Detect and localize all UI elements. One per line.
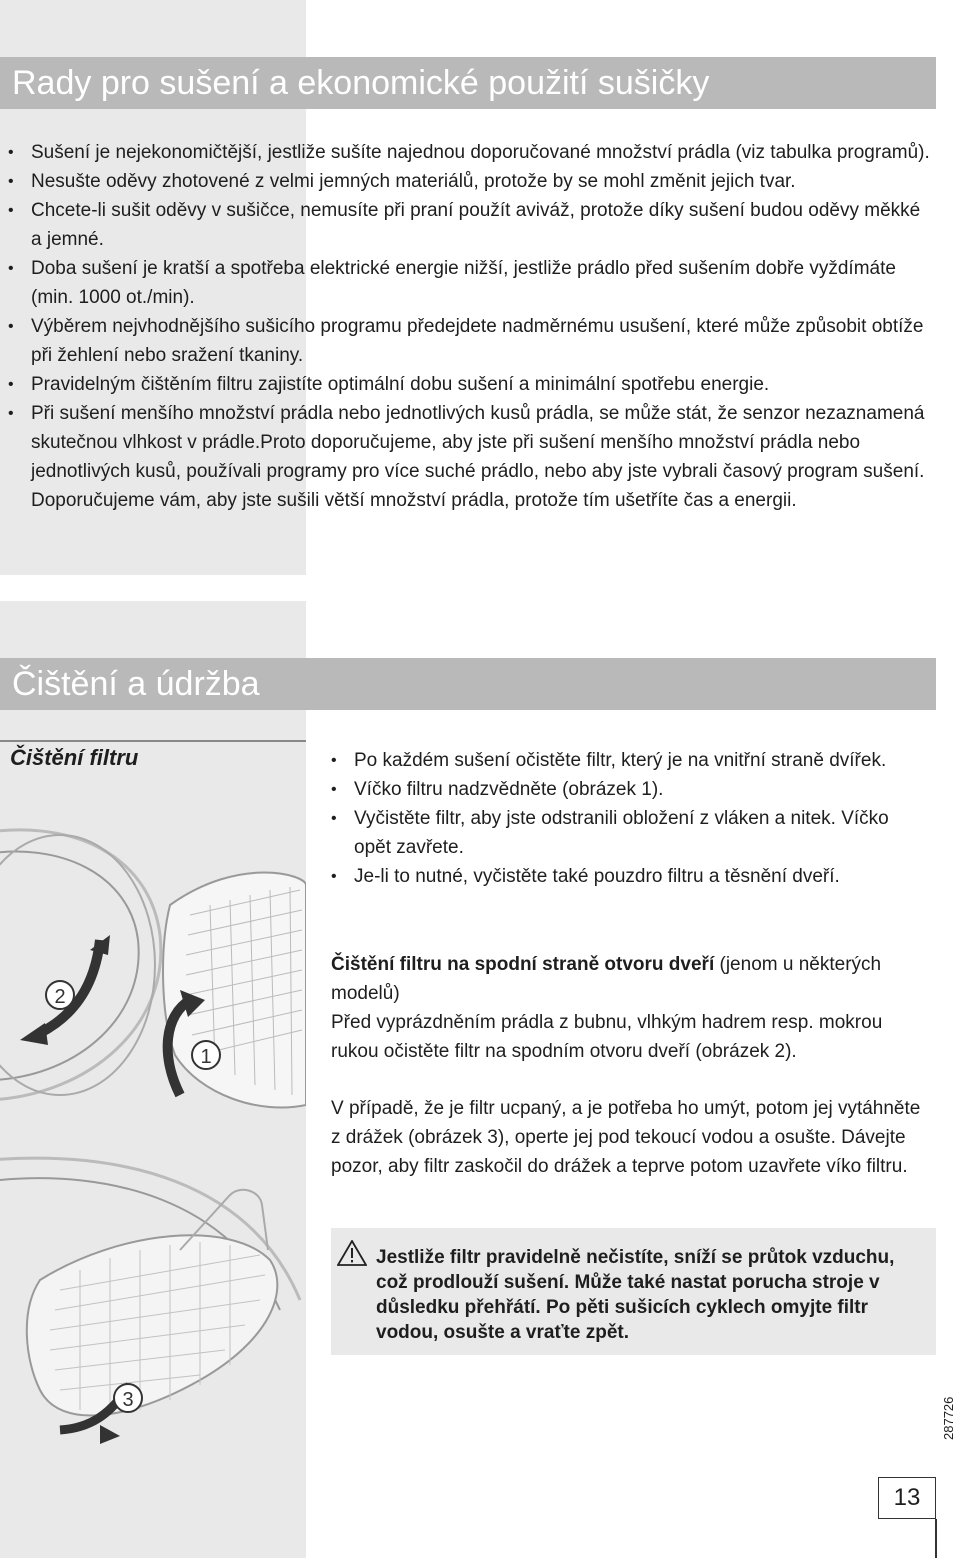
list-item: • Víčko filtru nadzvědněte (obrázek 1). (331, 775, 911, 804)
list-item: • Při sušení menšího množství prádla nebo jednotlivých kusů prádla, se může stát, že senzor nezaznamená skutečnou vlhkost v prádle.Proto doporučujeme, aby jste při sušení menšího množství prádla nebo jednotlivých kusů, používali programy pro více suché prádlo, nebo aby jste vybrali časový program sušení. Doporučujeme vám, aby jste sušili větší množství prádla, protože tím ušetříte čas a energii. (0, 399, 936, 515)
bottom-filter-paragraph (331, 950, 931, 1066)
list-item: • Pravidelným čištěním filtru zajistíte optimální dobu sušení a minimální spotřebu energie. (0, 370, 936, 399)
bottom-filter-note: (jenom u některých modelů) (331, 954, 882, 1004)
subheading-filter-cleaning: Čištění filtru (10, 745, 139, 770)
bottom-filter-text: Před vyprázdněním prádla z bubnu, vlhkým hadrem resp. mokrou rukou očistěte filtr na spodním otvoru dveří (obrázek 2). (331, 1012, 883, 1062)
list-item: • Doba sušení je kratší a spotřeba elektrické energie nižší, jestliže prádlo před sušením dobře vyždímáte (min. 1000 ot./min). (0, 254, 936, 312)
warning-box (331, 1228, 936, 1355)
list-item: • Po každém sušení očistěte filtr, který je na vnitřní straně dvířek. (331, 746, 911, 775)
page-number: 13 (878, 1477, 936, 1519)
section-title-cleaning: Čištění a údržba (0, 658, 936, 710)
warning-icon (337, 1240, 367, 1266)
list-item: • Chcete-li sušit oděvy v sušičce, nemusíte při praní použít aviváž, protože díky sušení budou oděvy měkké a jemné. (0, 196, 936, 254)
clogged-filter-paragraph: V případě, že je filtr ucpaný, a je potřeba ho umýt, potom jej vytáhněte z drážek (obrázek 3), operte jej pod tekoucí vodou a osušte. Dávejte pozor, aby filtr zaskočil do drážek a teprve potom uzavřete víko filtru. (331, 1098, 921, 1177)
bottom-filter-heading: Čištění filtru na spodní straně otvoru dveří (331, 954, 715, 975)
list-item: • Nesušte oděvy zhotovené z velmi jemných materiálů, protože by se mohl změnit jejich tvar. (0, 167, 936, 196)
figure-label-2: 2 (54, 986, 66, 1008)
list-item: • Je-li to nutné, vyčistěte také pouzdro filtru a těsnění dveří. (331, 862, 911, 891)
filter-cleaning-list (331, 746, 911, 891)
section-gap (0, 575, 960, 601)
list-item: • Vyčistěte filtr, aby jste odstranili obložení z vláken a nitek. Víčko opět zavřete. (331, 804, 911, 862)
figure-label-1: 1 (200, 1046, 212, 1068)
document-code: 287726 (941, 1396, 956, 1440)
page-number-rule (935, 1519, 937, 1558)
warning-text: Jestliže filtr pravidelně nečistíte, sníží se průtok vzduchu, což prodlouží sušení. Může také nastat porucha stroje v důsledku přehřátí. Po pěti sušicích cyklech omyjte filtr vodou, osušte a vraťte zpět. (376, 1247, 895, 1343)
subheading-rule (0, 740, 306, 742)
list-item: • Výběrem nejvhodnějšího sušicího programu předejdete nadměrnému usušení, které může způsobit obtíže při žehlení nebo sražení tkaniny. (0, 312, 936, 370)
filter-illustration-3 (0, 1140, 306, 1460)
section-title-drying-tips: Rady pro sušení a ekonomické použití sušičky (0, 57, 936, 109)
list-item: • Sušení je nejekonomičtější, jestliže sušíte najednou doporučované množství prádla (viz tabulka programů). (0, 138, 936, 167)
drying-tips-list (0, 138, 936, 515)
figure-label-3: 3 (122, 1389, 134, 1411)
filter-illustration-1-2 (0, 795, 306, 1115)
